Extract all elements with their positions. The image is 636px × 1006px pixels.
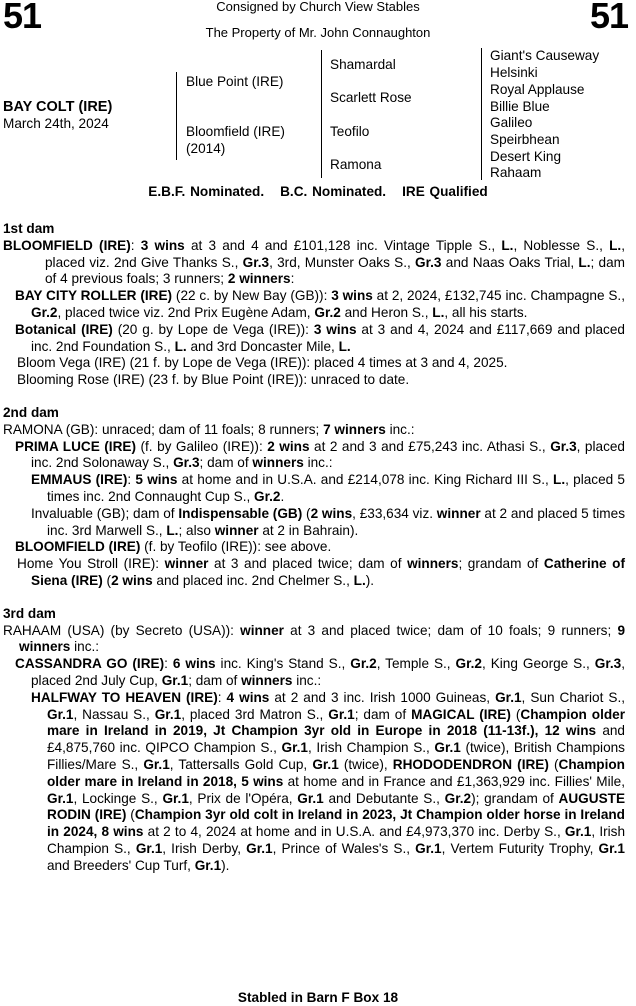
pedigree-g2: Helsinki [490,65,538,80]
produce-emmaus: EMMAUS (IRE): 5 wins at home and in U.S.A. and £214,078 inc. King Richard III S., L., placed 5 times inc. 2nd Connaught Cup S., Gr.2. [31,472,625,504]
produce-bay-city-roller: BAY CITY ROLLER (IRE) (22 c. by New Bay (GB)): 3 wins at 2, 2024, £132,745 inc. Champagne S., Gr.2, placed twice viz. 2nd Prix Eugène Adam, Gr.2 and Heron S., L., all his starts. [15,288,625,320]
third-dam-entry: RAHAAM (USA) (by Secreto (USA)): winner at 3 and placed twice; dam of 10 foals; 9 runners; 9 winners inc.: [3,622,625,655]
produce-prima-luce: PRIMA LUCE (IRE) (f. by Galileo (IRE)): 2 wins at 2 and 3 and £75,243 inc. Athasi S., Gr.3, placed inc. 2nd Solonaway S., Gr.3; dam of winners inc.: [15,438,625,471]
produce-cassandra-go: CASSANDRA GO (IRE): 6 wins inc. King's Stand S., Gr.2, Temple S., Gr.2, King George S., Gr.3, placed 2nd July Cup, Gr.1; dam of winners inc.: [15,656,625,688]
first-dam-heading: 1st dam [3,221,55,236]
owner-line: The Property of Mr. John Connaughton [205,25,431,40]
produce-bloomfield: BLOOMFIELD (IRE) (f. by Teofilo (IRE)): see above. [15,539,332,555]
pedigree-dam-dam: Ramona [330,157,382,172]
produce-invaluable: Invaluable (GB); dam of Indispensable (GB) (2 wins, £33,634 viz. winner at 2 and placed 5 times inc. 3rd Marwell S., L.; also winner at 2 in Bahrain). [31,505,625,538]
foaling-date: March 24th, 2024 [3,116,109,131]
second-dam-heading: 2nd dam [3,404,59,420]
produce-home-you-stroll: Home You Stroll (IRE): winner at 3 and placed twice; dam of winners; grandam of Catherine of Siena (IRE) (2 wins and placed inc. 2nd Chelmer S., L.). [17,556,625,588]
stabling-info: Stabled in Barn F Box 18 [237,990,399,1005]
pedigree-g5: Galileo [490,115,533,130]
catalogue-body [3,221,625,874]
pedigree-g7: Desert King [490,149,562,164]
bc-nomination: B.C. Nominated. [280,184,387,199]
second-dam-entry: RAMONA (GB): unraced; dam of 11 foals; 8 runners; 7 winners inc.: [3,421,415,437]
produce-botanical: Botanical (IRE) (20 g. by Lope de Vega (IRE)): 3 wins at 3 and 4, 2024 and £117,669 and placed inc. 2nd Foundation S., L. and 3rd Doncaster Mile, L. [15,321,625,354]
nominations-line [0,184,636,201]
pedigree-sire: Blue Point (IRE) [186,74,284,89]
pedigree-sire-dam: Scarlett Rose [330,90,412,105]
pedigree-line-2 [321,50,322,178]
third-dam-heading: 3rd dam [3,605,56,621]
pedigree-sire-sire: Shamardal [330,57,396,72]
lot-number-right: 51 [589,0,628,36]
pedigree-dam-sire: Teofilo [330,124,370,139]
pedigree-dam: Bloomfield (IRE) [186,124,285,139]
first-dam-entry: BLOOMFIELD (IRE): 3 wins at 3 and 4 and £101,128 inc. Vintage Tipple S., L., Noblesse S., L., placed viz. 2nd Give Thanks S., Gr.3, 3rd, Munster Oaks S., Gr.3 and Naas Oaks Trial, L.; dam of 4 previous foals; 3 runners; 2 winners: [3,237,625,287]
produce-bloom-vega: Bloom Vega (IRE) (21 f. by Lope de Vega (IRE)): placed 4 times at 3 and 4, 2025. [17,355,508,371]
lot-number-left: 51 [3,0,42,36]
consignor-line: Consigned by Church View Stables [216,0,420,14]
ebf-nomination: E.B.F. Nominated. [148,184,265,199]
pedigree-g4: Billie Blue [490,99,550,114]
pedigree-g1: Giant's Causeway [490,48,600,63]
pedigree-line-3 [481,48,482,180]
pedigree-g3: Royal Applause [490,82,585,97]
pedigree-g6: Speirbhean [490,132,560,147]
pedigree-g8: Rahaam [490,165,542,180]
ire-qualified: IRE Qualified [402,184,488,199]
pedigree-line-1 [176,72,177,160]
pedigree-dam-year: (2014) [186,141,226,156]
produce-blooming-rose: Blooming Rose (IRE) (23 f. by Blue Point (IRE)): unraced to date. [17,372,410,388]
horse-description: BAY COLT (IRE) [3,99,113,115]
produce-halfway-to-heaven: HALFWAY TO HEAVEN (IRE): 4 wins at 2 and 3 inc. Irish 1000 Guineas, Gr.1, Sun Chariot S., Gr.1, Nassau S., Gr.1, placed 3rd Matron S., Gr.1; dam of MAGICAL (IRE) (Champion older mare in Ireland in 2019, Jt Champion 3yr old in Europe in 2018 (11-13f.), 12 wins and £4,875,760 inc. QIPCO Champion S., Gr.1, Irish Champion S., Gr.1 (twice), British Champions Fillies/Mare S., Gr.1, Tattersalls Gold Cup, Gr.1 (twice), RHODODENDRON (IRE) (Champion older mare in Ireland in 2018, 5 wins at home and in France and £1,363,929 inc. Fillies' Mile, Gr.1, Lockinge S., Gr.1, Prix de l'Opéra, Gr.1 and Debutante S., Gr.2); grandam of AUGUSTE RODIN (IRE) (Champion 3yr old colt in Ireland in 2023, Jt Champion older horse in Ireland in 2024, 8 wins at 2 to 4, 2024 at home and in U.S.A. and £4,973,370 inc. Derby S., Gr.1, Irish Champion S., Gr.1, Irish Derby, Gr.1, Prince of Wales's S., Gr.1, Vertem Futurity Trophy, Gr.1 and Breeders' Cup Turf, Gr.1). [31,689,626,873]
